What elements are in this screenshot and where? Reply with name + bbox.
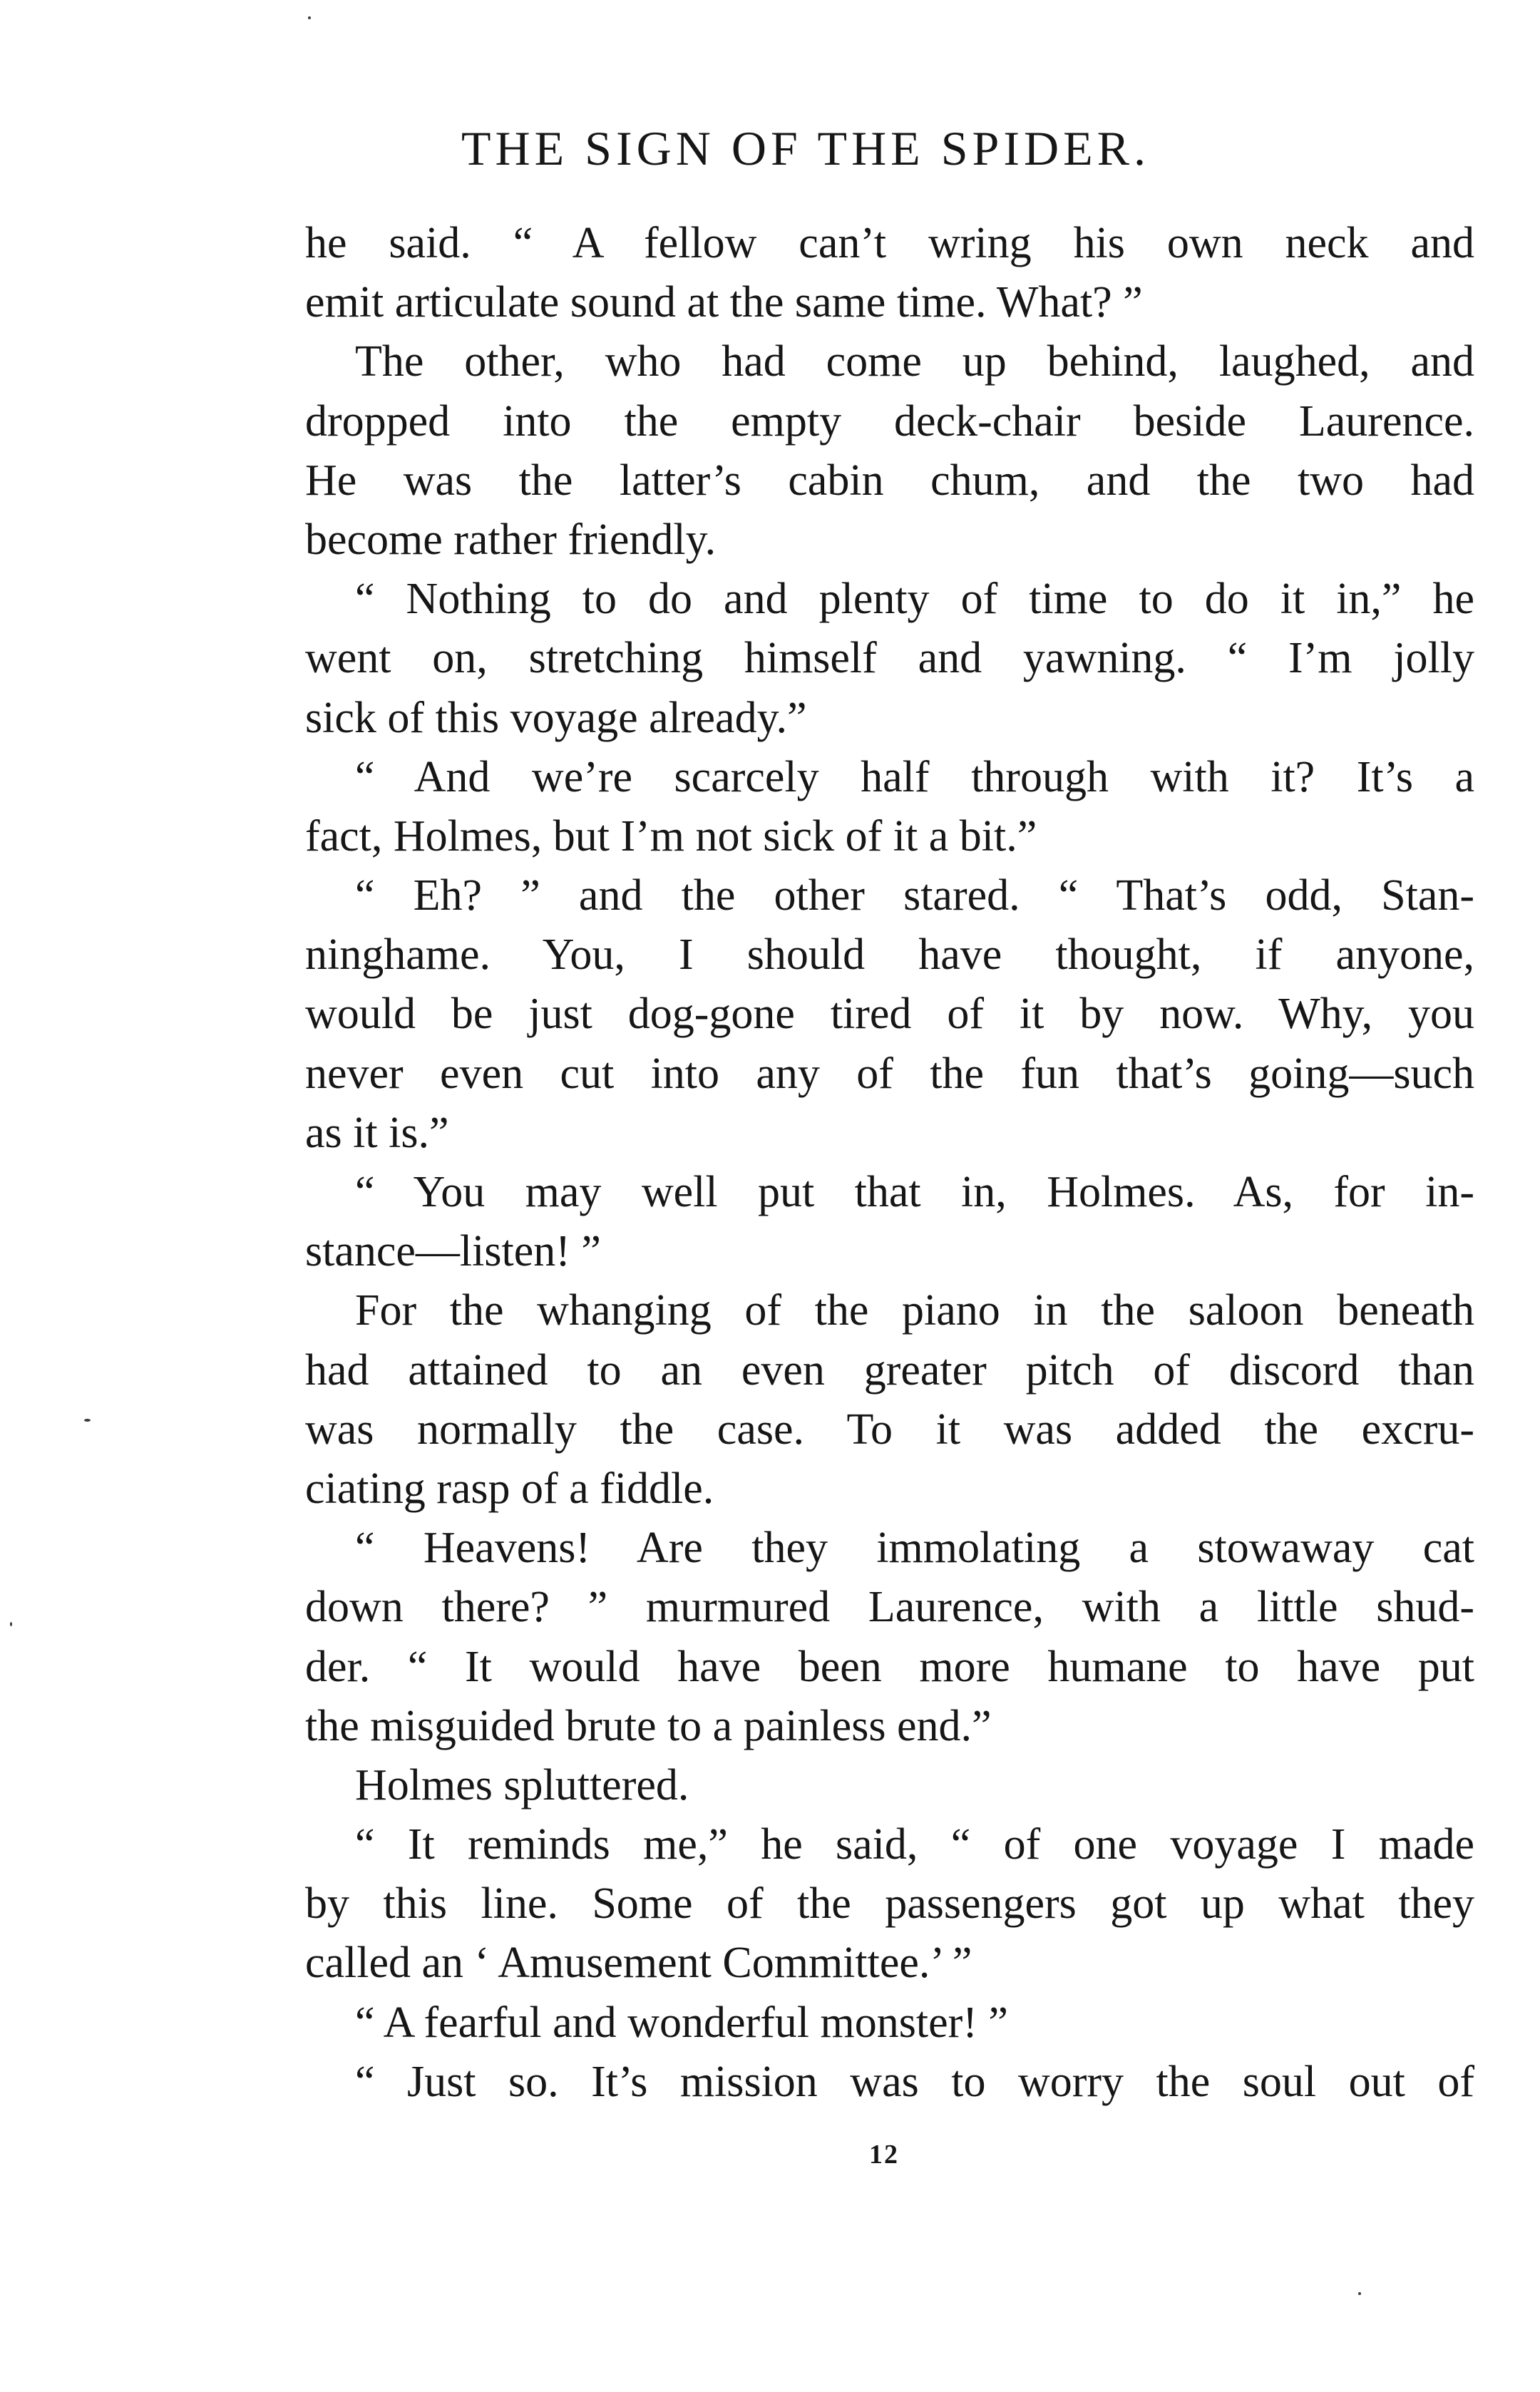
running-head: THE SIGN OF THE SPIDER. — [461, 121, 1151, 175]
margin-speck — [84, 1419, 91, 1422]
text-line: become rather friendly. — [305, 515, 717, 564]
margin-speck — [1358, 2292, 1361, 2295]
text-line: had attained to an even greater pitch of discord than — [305, 1345, 1474, 1395]
text-line: ninghame. You, I should have thought, if anyone, — [305, 930, 1474, 980]
text-line: der. “ It would have been more humane to have put — [305, 1642, 1474, 1691]
text-line: dropped into the empty deck-chair beside Laurence. — [305, 396, 1474, 446]
margin-speck — [308, 16, 311, 19]
margin-speck — [10, 1622, 12, 1626]
text-line: “ A fearful and wonderful monster! ” — [355, 1998, 1008, 2047]
text-line: “ Just so. It’s mission was to worry the soul out of — [355, 2057, 1474, 2106]
text-line: went on, stretching himself and yawning. “ I’m jolly — [305, 634, 1474, 683]
text-line: “ Eh? ” and the other stared. “ That’s odd, Stan- — [355, 871, 1474, 920]
page-number: 12 — [869, 2140, 899, 2170]
text-line: ciating rasp of a fiddle. — [305, 1464, 714, 1513]
body-text — [305, 214, 1474, 2112]
text-line: he said. “ A fellow can’t wring his own neck and — [305, 219, 1474, 267]
text-line: stance—listen! ” — [305, 1227, 601, 1276]
text-line: emit articulate sound at the same time. What? ” — [305, 278, 1143, 327]
text-line: called an ‘ Amusement Committee.’ ” — [305, 1939, 972, 1988]
text-line: never even cut into any of the fun that’s going—such — [305, 1049, 1474, 1098]
text-line: Holmes spluttered. — [355, 1760, 689, 1810]
text-line: “ And we’re scarcely half through with it? It’s a — [355, 752, 1474, 801]
text-line: was normally the case. To it was added the excru- — [305, 1405, 1474, 1454]
text-line: For the whanging of the piano in the saloon beneath — [355, 1286, 1474, 1335]
text-line: sick of this voyage already.” — [305, 693, 807, 742]
text-line: the misguided brute to a painless end.” — [305, 1701, 992, 1750]
text-line: would be just dog-gone tired of it by now. Why, you — [305, 990, 1474, 1039]
text-line: “ Nothing to do and plenty of time to do it in,” he — [355, 575, 1474, 624]
text-line: as it is.” — [305, 1108, 449, 1157]
text-line: He was the latter’s cabin chum, and the two had — [305, 456, 1474, 505]
text-line: “ Heavens! Are they immolating a stowaway cat — [355, 1524, 1474, 1573]
text-line: by this line. Some of the passengers got up what they — [305, 1879, 1474, 1929]
text-line: “ It reminds me,” he said, “ of one voyage I made — [355, 1820, 1474, 1869]
text-line: The other, who had come up behind, laughed, and — [355, 337, 1474, 386]
text-line: fact, Holmes, but I’m not sick of it a bit.” — [305, 811, 1037, 861]
text-line: down there? ” murmured Laurence, with a little shud- — [305, 1583, 1474, 1632]
text-line: “ You may well put that in, Holmes. As, for in- — [355, 1168, 1474, 1216]
